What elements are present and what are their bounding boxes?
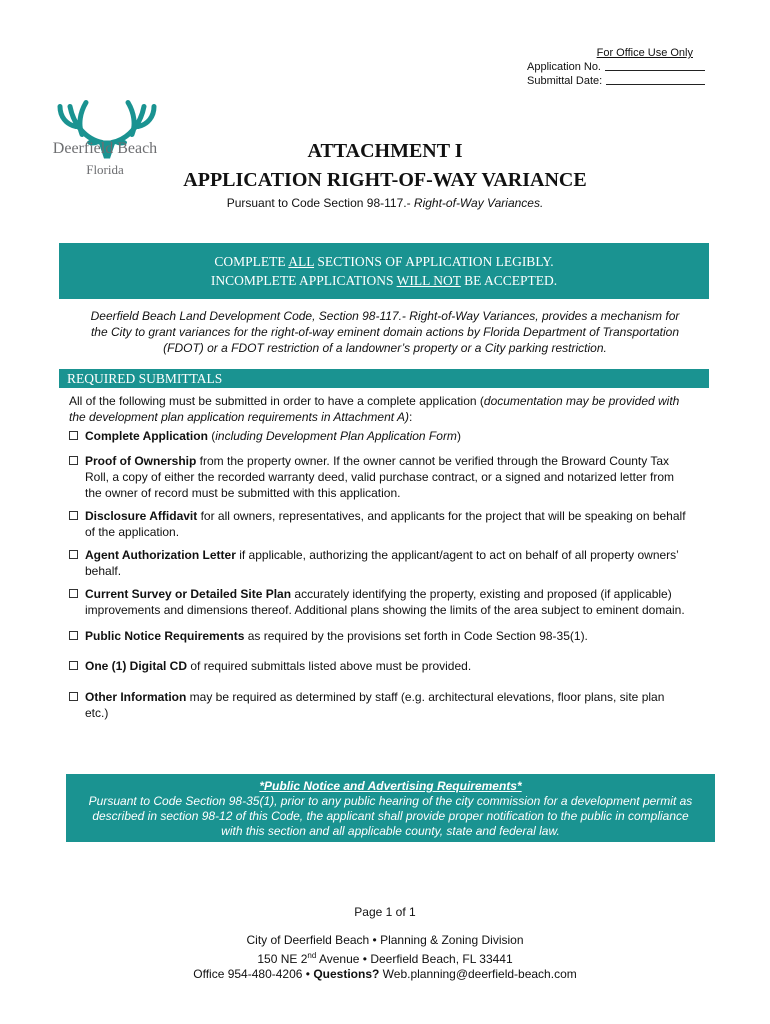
- pursuant-prefix: Pursuant to Code Section 98-117.-: [226, 196, 414, 210]
- logo-text-city: Deerfield Beach: [52, 140, 158, 157]
- checklist-item-digital-cd[interactable]: [69, 658, 709, 674]
- notice-title: *Public Notice and Advertising Requirements*: [259, 779, 522, 793]
- lead-italic: the development plan application requirements in Attachment A): [69, 410, 409, 424]
- public-notice-box: [66, 774, 715, 842]
- footer-line-contact: [0, 967, 770, 982]
- banner-underline: WILL NOT: [396, 273, 461, 288]
- checkbox[interactable]: [69, 511, 78, 520]
- checkbox[interactable]: [69, 456, 78, 465]
- submittal-date-row: [527, 74, 705, 88]
- office-use-block: [527, 46, 705, 88]
- banner-text: COMPLETE: [214, 254, 289, 269]
- application-no-label: Application No.: [527, 61, 601, 73]
- address-text: Avenue • Deerfield Beach, FL 33441: [316, 952, 513, 966]
- item-text: of required submittals listed above must be provided.: [187, 659, 472, 673]
- pursuant-line: [0, 196, 770, 210]
- item-title: Other Information: [85, 690, 187, 704]
- submittal-date-line: [606, 74, 705, 85]
- checklist-item-agent-authorization[interactable]: [69, 547, 709, 579]
- complete-all-banner: [59, 243, 709, 299]
- banner-line-1: [59, 252, 709, 271]
- address-sup: nd: [307, 951, 317, 960]
- checklist-item-proof-of-ownership[interactable]: [69, 453, 709, 501]
- footer-line-address: [0, 948, 770, 967]
- intro-line: (FDOT) or a FDOT restriction of a landowner’s property or a City parking restriction.: [163, 341, 607, 355]
- checkbox[interactable]: [69, 631, 78, 640]
- lead-italic: documentation may be provided with: [483, 394, 680, 408]
- item-text: ): [456, 429, 461, 443]
- notice-line: with this section and all applicable county, state and federal law.: [221, 824, 560, 838]
- item-text: of the application.: [85, 525, 180, 539]
- item-text: may be required as determined by staff (e.g. architectural elevations, floor plans, site plan: [186, 690, 665, 704]
- intro-line: the City to grant variances for the right-of-way eminent domain actions by Florida Department of Transportation: [90, 325, 680, 339]
- checklist-item-disclosure-affidavit[interactable]: [69, 508, 709, 540]
- checkbox[interactable]: [69, 661, 78, 670]
- footer: [0, 933, 770, 982]
- item-text: Roll, a copy of either the recorded warranty deed, valid purchase contract, or a signed and notarized letter from: [85, 470, 674, 484]
- contact-email[interactable]: Web.planning@deerfield-beach.com: [379, 967, 577, 981]
- checklist-item-current-survey[interactable]: [69, 586, 709, 618]
- intro-paragraph: [60, 308, 710, 356]
- banner-text: INCOMPLETE APPLICATIONS: [210, 273, 397, 288]
- checkbox[interactable]: [69, 589, 78, 598]
- banner-line-2: [59, 271, 709, 290]
- footer-line-division: City of Deerfield Beach • Planning & Zoning Division: [246, 933, 524, 947]
- item-text: improvements and dimensions thereof. Additional plans showing the limits of the area subject to eminent domain.: [85, 603, 685, 617]
- item-title: Proof of Ownership: [85, 454, 197, 468]
- pursuant-italic: Right-of-Way Variances.: [413, 196, 544, 210]
- item-italic: including Development Plan Application Form: [215, 429, 457, 443]
- logo-text-state: Florida: [86, 162, 124, 177]
- checkbox[interactable]: [69, 550, 78, 559]
- application-no-row: [527, 60, 705, 74]
- item-title: Public Notice Requirements: [85, 629, 245, 643]
- item-title: Current Survey or Detailed Site Plan: [85, 587, 292, 601]
- banner-text: BE ACCEPTED.: [460, 273, 558, 288]
- attachment-title: ATTACHMENT I: [307, 140, 463, 162]
- item-text: if applicable, authorizing the applicant/agent to act on behalf of all property owners’: [235, 548, 679, 562]
- required-submittals-header: REQUIRED SUBMITTALS: [59, 369, 709, 388]
- contact-text: Office 954-480-4206 •: [193, 967, 314, 981]
- item-text: (: [207, 429, 216, 443]
- lead-line-1: [69, 393, 709, 409]
- application-no-line: [605, 60, 705, 71]
- lead-text: All of the following must be submitted in order to have a complete application (: [69, 394, 484, 408]
- item-title: Complete Application: [85, 429, 208, 443]
- application-title: APPLICATION RIGHT-OF-WAY VARIANCE: [183, 169, 587, 191]
- item-text: etc.): [85, 706, 109, 720]
- checkbox[interactable]: [69, 692, 78, 701]
- item-text: as required by the provisions set forth in Code Section 98-35(1).: [244, 629, 588, 643]
- checklist-item-other-information[interactable]: [69, 689, 709, 721]
- item-title: Disclosure Affidavit: [85, 509, 198, 523]
- contact-questions: Questions?: [313, 967, 380, 981]
- lead-text: :: [408, 410, 413, 424]
- banner-text: SECTIONS OF APPLICATION LEGIBLY.: [314, 254, 554, 269]
- page-number: Page 1 of 1: [354, 905, 416, 919]
- intro-line: Deerfield Beach Land Development Code, Section 98-117.- Right-of-Way Variances, provides a mechanism for: [90, 309, 680, 323]
- item-text: for all owners, representatives, and applicants for the project that will be speaking on behalf: [197, 509, 686, 523]
- checklist-item-complete-application[interactable]: [69, 428, 709, 444]
- office-use-header: For Office Use Only: [596, 47, 693, 59]
- notice-line: Pursuant to Code Section 98-35(1), prior to any public hearing of the city commission for a development permit as: [88, 794, 693, 808]
- item-text: the owner of record must be submitted with this application.: [85, 486, 401, 500]
- item-text: accurately identifying the property, existing and proposed (if applicable): [291, 587, 672, 601]
- banner-underline: ALL: [288, 254, 315, 269]
- submittal-date-label: Submittal Date:: [527, 75, 603, 87]
- item-title: One (1) Digital CD: [85, 659, 188, 673]
- checkbox[interactable]: [69, 431, 78, 440]
- lead-line-2: [69, 409, 709, 425]
- item-text: from the property owner. If the owner cannot be verified through the Broward County Tax: [196, 454, 670, 468]
- notice-line: described in section 98-12 of this Code, the applicant shall provide proper notification to the public in compliance: [92, 809, 689, 823]
- item-text: behalf.: [85, 564, 122, 578]
- address-text: 150 NE 2: [257, 952, 308, 966]
- checklist-item-public-notice[interactable]: [69, 628, 709, 644]
- item-title: Agent Authorization Letter: [85, 548, 236, 562]
- required-submittals-list: [69, 393, 709, 721]
